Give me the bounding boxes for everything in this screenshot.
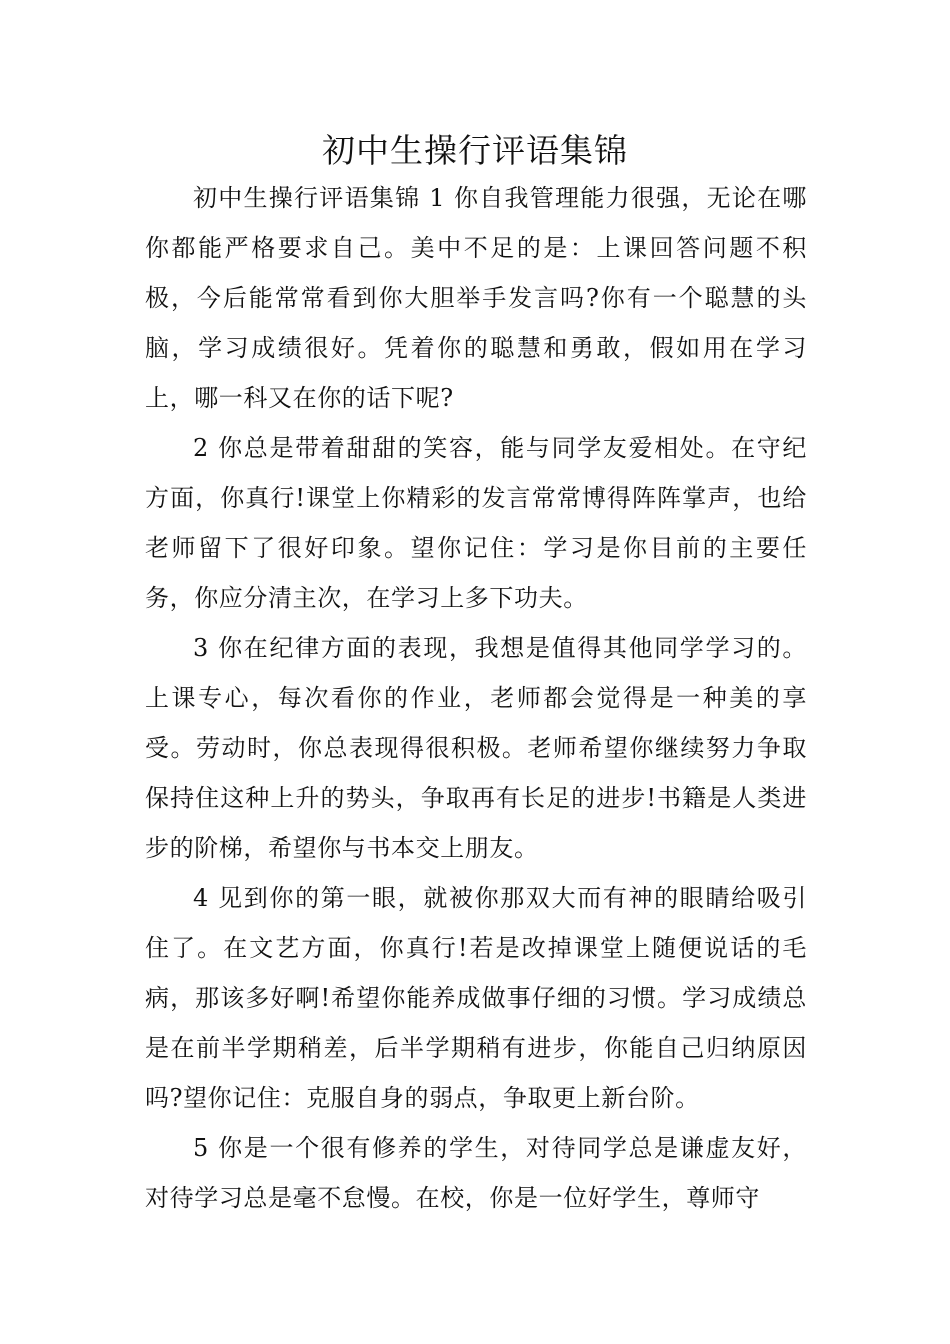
paragraph-4: 4 见到你的第一眼，就被你那双大而有神的眼睛给吸引住了。在文艺方面，你真行!若是改掉课堂上随便说话的毛病，那该多好啊!希望你能养成做事仔细的习惯。学习成绩总是在前半学期稍差，后半学期稍有进步，你能自己归纳原因吗?望你记住：克服自身的弱点，争取更上新台阶。 [145,884,807,1112]
document-title: 初中生操行评语集锦 [322,131,628,170]
paragraph-5: 5 你是一个很有修养的学生，对待同学总是谦虚友好，对待学习总是毫不怠慢。在校，你是一位好学生，尊师守 [145,1134,807,1212]
paragraph-1: 初中生操行评语集锦 1 你自我管理能力很强，无论在哪你都能严格要求自己。美中不足的是：上课回答问题不积极，今后能常常看到你大胆举手发言吗?你有一个聪慧的头脑，学习成绩很好。凭着你的聪慧和勇敢，假如用在学习上，哪一科又在你的话下呢? [145,184,807,412]
document-body [145,173,807,1223]
paragraph-3: 3 你在纪律方面的表现，我想是值得其他同学学习的。上课专心，每次看你的作业，老师都会觉得是一种美的享受。劳动时，你总表现得很积极。老师希望你继续努力争取保持住这种上升的势头，争取再有长足的进步!书籍是人类进步的阶梯，希望你与书本交上朋友。 [145,634,807,862]
paragraph-2: 2 你总是带着甜甜的笑容，能与同学友爱相处。在守纪方面，你真行!课堂上你精彩的发言常常博得阵阵掌声，也给老师留下了很好印象。望你记住：学习是你目前的主要任务，你应分清主次，在学习上多下功夫。 [145,434,807,612]
